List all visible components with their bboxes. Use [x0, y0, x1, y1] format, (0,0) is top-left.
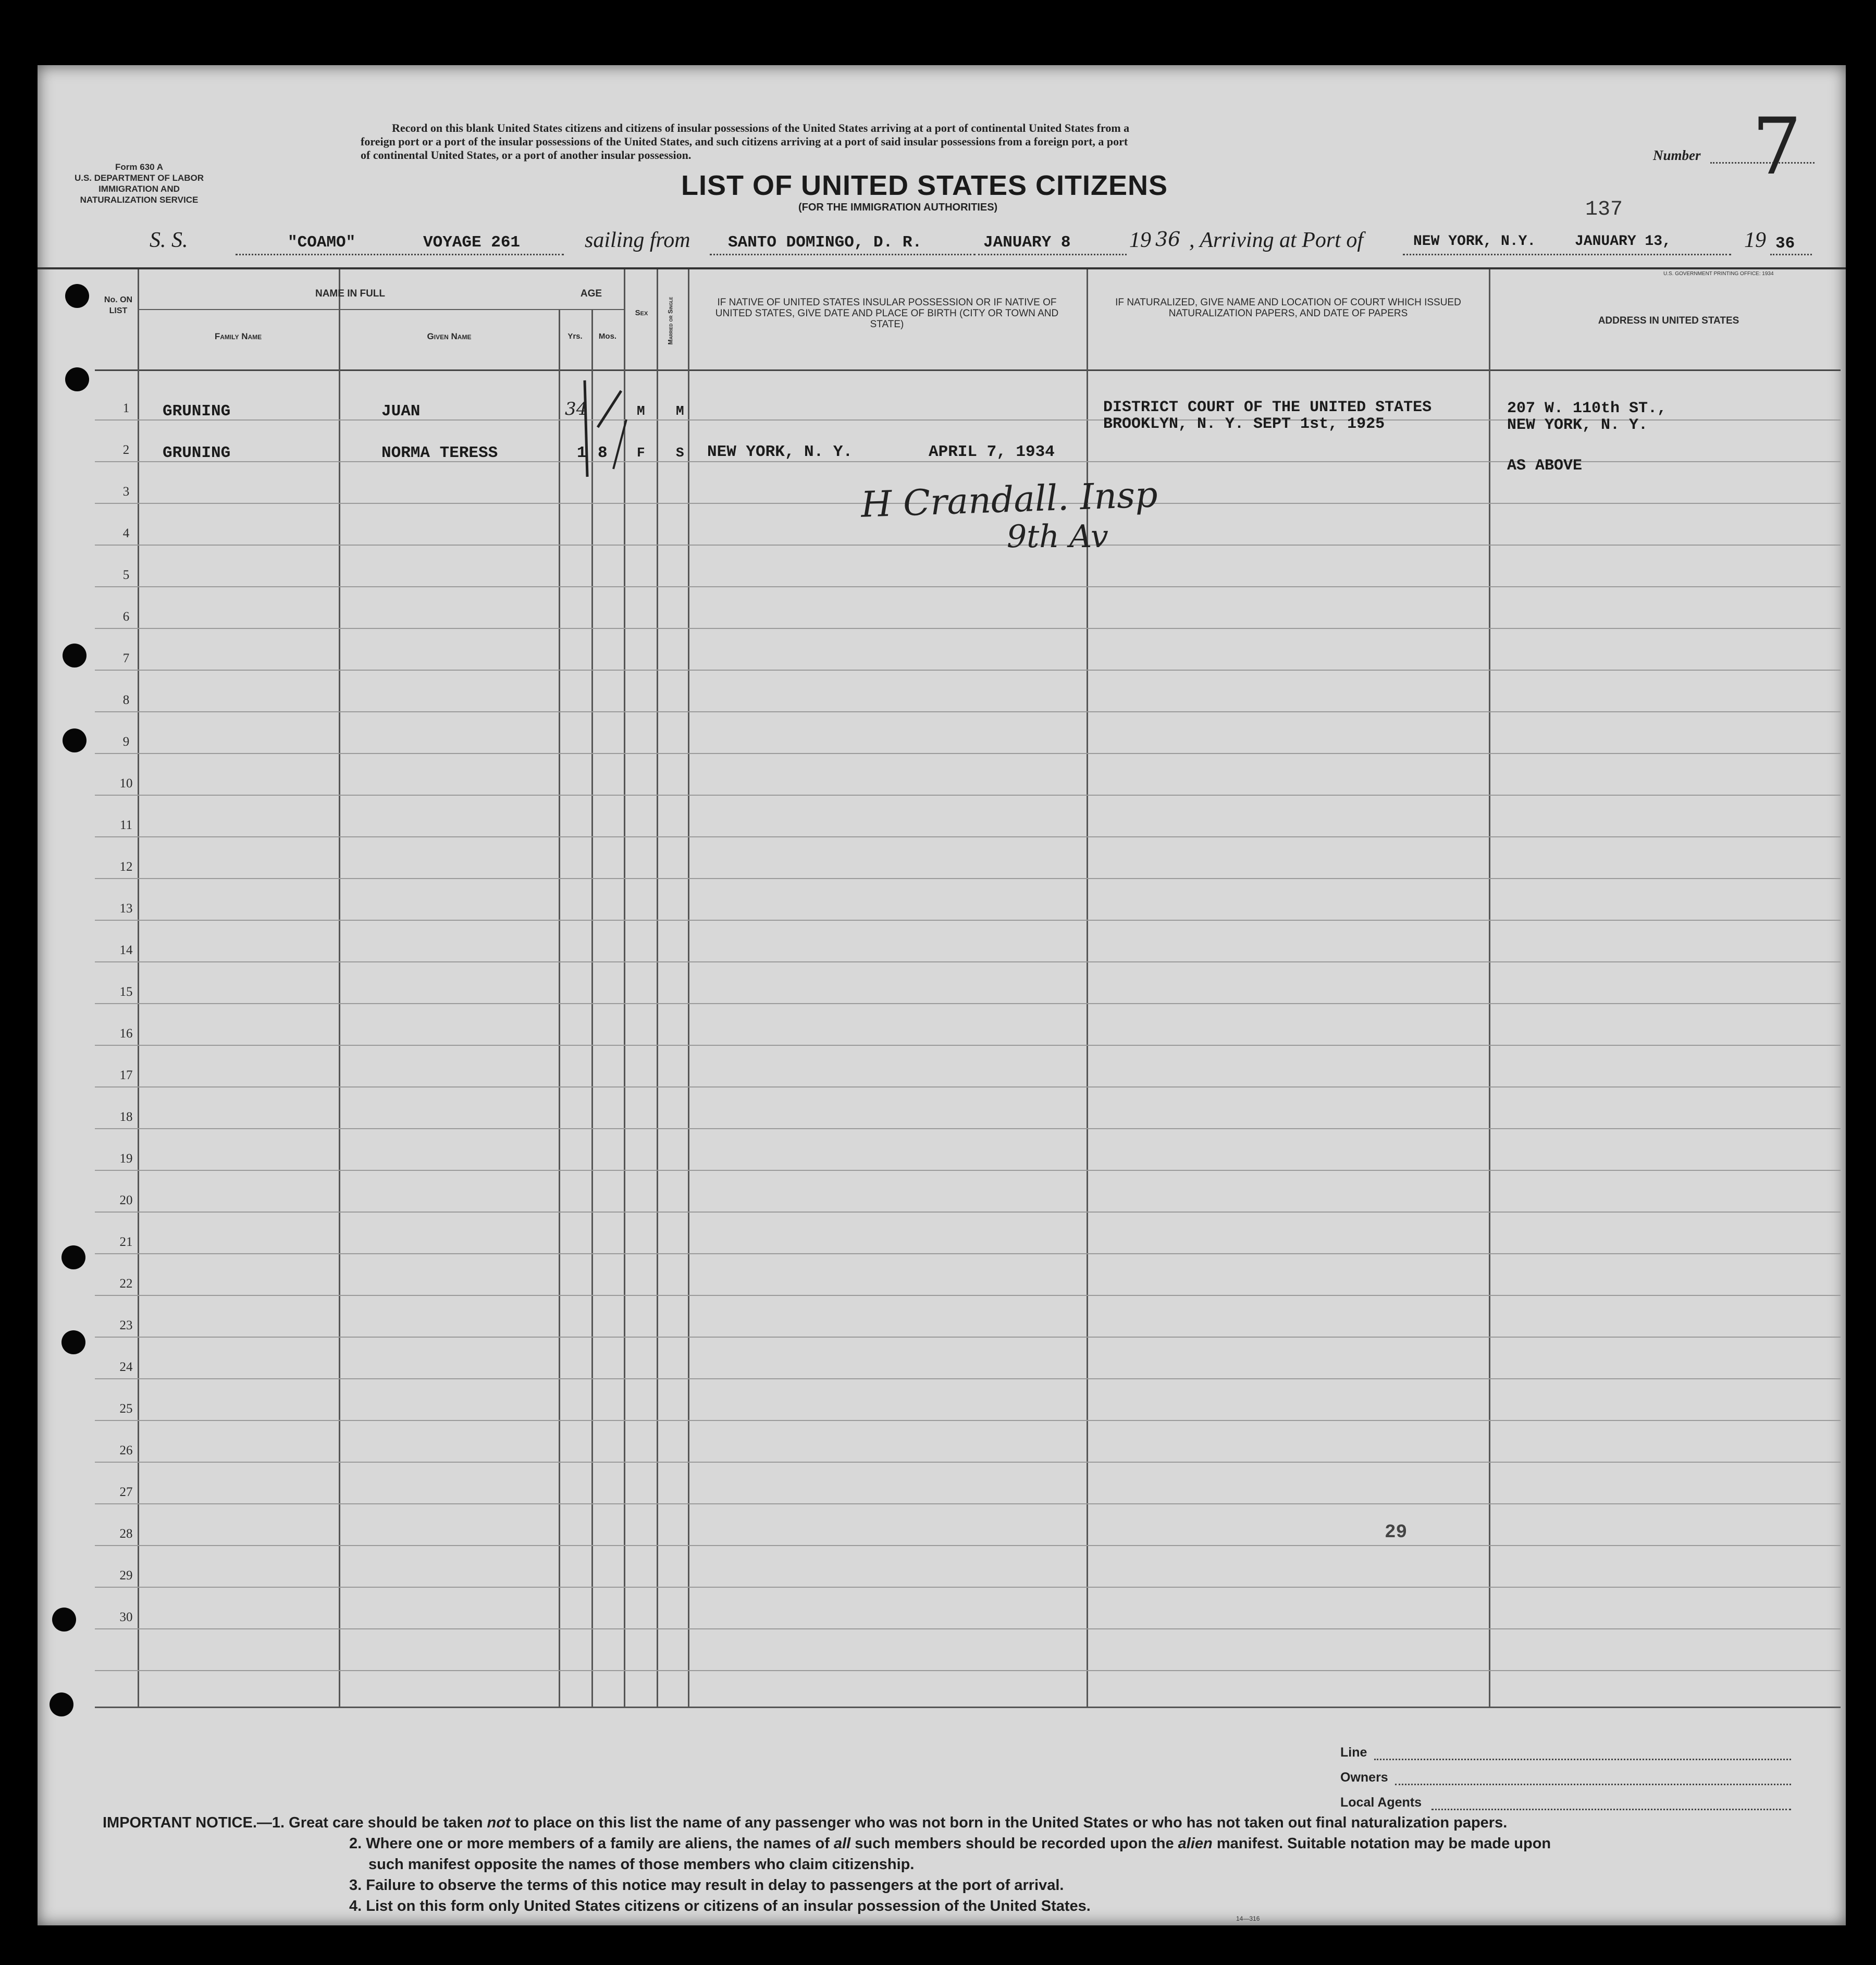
- address-line-1: 207 W. 110th ST.,: [1507, 400, 1667, 417]
- ship-name: "COAMO": [288, 233, 356, 252]
- row-line: [95, 1378, 1841, 1379]
- birth-place: NEW YORK, N. Y.: [707, 443, 853, 461]
- col-divider-family: [339, 269, 340, 1708]
- address-line-2: NEW YORK, N. Y.: [1507, 416, 1648, 434]
- col-name-in-full: NAME IN FULL: [315, 288, 386, 299]
- age-subheader-line: [559, 309, 624, 310]
- binder-hole: [63, 644, 87, 668]
- row-line: [95, 1337, 1841, 1338]
- row-line: [95, 753, 1841, 754]
- binder-hole: [50, 1692, 73, 1716]
- year-2: 36: [1775, 234, 1795, 253]
- row-number: 8: [122, 693, 130, 707]
- row-line: [95, 1003, 1841, 1004]
- col-family-name: Family Name: [214, 331, 262, 341]
- arrival-date: JANUARY 13,: [1575, 233, 1671, 250]
- form-sheet: [38, 65, 1846, 1925]
- row-line: [95, 836, 1841, 837]
- printer-mark: U.S. GOVERNMENT PRINTING OFFICE: 1934: [1663, 271, 1774, 277]
- col-no-on-list: No. ON LIST: [104, 295, 133, 315]
- row-number: 25: [119, 1402, 133, 1416]
- row-number: 21: [119, 1235, 133, 1249]
- signature-notation: 9th Av: [1007, 518, 1108, 555]
- col-divider-naturalized: [1489, 269, 1490, 1708]
- row-line: [95, 1045, 1841, 1046]
- row-number: 14: [119, 943, 133, 957]
- notice-2-emph: all: [833, 1835, 851, 1852]
- court-line-1: DISTRICT COURT OF THE UNITED STATES: [1103, 399, 1432, 416]
- notice-2-num: 2.: [349, 1835, 362, 1852]
- col-yrs: Yrs.: [567, 332, 583, 341]
- row-line: [95, 1545, 1841, 1546]
- service-line-2: NATURALIZATION SERVICE: [80, 195, 199, 205]
- notice-1-emph: not: [487, 1814, 511, 1831]
- row-number: 13: [119, 901, 133, 916]
- row-line: [95, 1212, 1841, 1213]
- row-line: [95, 961, 1841, 962]
- col-address: ADDRESS IN UNITED STATES: [1598, 315, 1739, 326]
- row-number: 22: [119, 1277, 133, 1291]
- row-line: [95, 920, 1841, 921]
- voyage-number: VOYAGE 261: [423, 233, 521, 252]
- row-line: [95, 795, 1841, 796]
- notice-2-end: manifest. Suitable notation may be made upon: [1216, 1835, 1551, 1852]
- col-divider-ms: [688, 269, 689, 1708]
- col-divider-given: [559, 309, 560, 1708]
- court-line-2: BROOKLYN, N. Y. SEPT 1st, 1925: [1103, 415, 1385, 433]
- line-field: [1374, 1759, 1791, 1760]
- agents-field: [1431, 1809, 1791, 1810]
- notice-item-3: 3. Failure to observe the terms of this notice may result in delay to passengers at the port of arrival.: [349, 1877, 1064, 1894]
- binder-hole: [52, 1608, 76, 1632]
- col-divider-mos: [624, 269, 625, 1708]
- row-number: 1: [122, 401, 130, 415]
- inspector-signature: H Crandall. Insp: [860, 474, 1158, 526]
- col-divider-yrs: [591, 309, 593, 1708]
- arrival-line: [1403, 254, 1731, 255]
- department: U.S. DEPARTMENT OF LABOR: [74, 173, 204, 183]
- row-number: 29: [119, 1568, 133, 1583]
- row-line: [95, 1295, 1841, 1296]
- page-subtitle: (FOR THE IMMIGRATION AUTHORITIES): [798, 202, 998, 213]
- record-note-line-3: of continental United States, or a port of another insular possession.: [361, 149, 692, 162]
- arriving-label: , Arriving at Port of: [1189, 228, 1364, 252]
- col-given-name: Given Name: [427, 331, 472, 341]
- row-line: [95, 1253, 1841, 1254]
- row-number: 28: [119, 1527, 133, 1541]
- col-married-single: Married or Single: [667, 296, 674, 345]
- important-notice: [103, 1812, 1551, 1917]
- row-line: [95, 1628, 1841, 1629]
- col-divider-sex: [657, 269, 658, 1708]
- row-number: 23: [119, 1318, 133, 1332]
- from-line: [710, 254, 976, 255]
- row-number: 16: [119, 1027, 133, 1041]
- stamp-number: 137: [1585, 198, 1623, 221]
- year-prefix-2: 19: [1744, 228, 1766, 252]
- marital-status: S: [676, 445, 684, 461]
- date-line: [978, 254, 1127, 255]
- row-line: [95, 670, 1841, 671]
- notice-item-2-cont: such manifest opposite the names of those members who claim citizenship.: [368, 1856, 915, 1873]
- row-number: 24: [119, 1360, 133, 1374]
- row-line: [95, 1420, 1841, 1421]
- number-value: 7: [1752, 102, 1802, 192]
- family-name: GRUNING: [163, 402, 231, 421]
- row-number: 11: [119, 818, 133, 832]
- row-line: [95, 628, 1841, 629]
- sex: M: [637, 403, 645, 419]
- year-prefix-1: 19: [1129, 228, 1151, 252]
- departure-port: SANTO DOMINGO, D. R.: [728, 233, 922, 252]
- col-mos: Mos.: [598, 332, 617, 341]
- row-number: 17: [119, 1068, 133, 1082]
- print-code: 14—316: [1236, 1915, 1260, 1922]
- row-number: 18: [119, 1110, 133, 1124]
- col-age: AGE: [580, 288, 602, 299]
- notice-1-text: Great care should be taken: [289, 1814, 483, 1831]
- binder-hole: [63, 728, 87, 752]
- departure-date: JANUARY 8: [983, 233, 1071, 252]
- row-line: [95, 1503, 1841, 1504]
- birth-date: APRIL 7, 1934: [929, 443, 1055, 461]
- year-1: 36: [1155, 228, 1181, 251]
- row-number: 6: [122, 610, 130, 624]
- check-marks: [548, 378, 652, 482]
- marital-status: M: [676, 403, 684, 419]
- row-number: 15: [119, 985, 133, 999]
- age-years: 1: [577, 444, 587, 462]
- age-months: 8: [598, 444, 608, 462]
- page-title: LIST OF UNITED STATES CITIZENS: [681, 170, 1168, 201]
- row-line: [95, 1086, 1841, 1087]
- row-line: [95, 1170, 1841, 1171]
- owners-field: [1395, 1784, 1791, 1785]
- notice-1-rest: to place on this list the name of any passenger who was not born in the United States or who has not taken out final naturalization papers.: [514, 1814, 1508, 1831]
- stamp-29: 29: [1385, 1522, 1408, 1543]
- col-sex: Sex: [635, 308, 648, 317]
- row-number: 19: [119, 1152, 133, 1166]
- given-name: JUAN: [381, 402, 421, 421]
- row-number: 30: [119, 1610, 133, 1624]
- record-note: [361, 121, 1129, 162]
- table-top-border: [38, 267, 1846, 269]
- notice-heading: IMPORTANT NOTICE.—1.: [103, 1814, 285, 1831]
- row-number: 10: [119, 776, 133, 790]
- given-name: NORMA TERESS: [381, 444, 498, 462]
- row-number: 12: [119, 860, 133, 874]
- header-bottom-border: [95, 369, 1841, 371]
- row-line: [95, 711, 1841, 712]
- address-line-1: AS ABOVE: [1507, 457, 1583, 475]
- ss-label: S. S.: [150, 228, 188, 252]
- row-line: [95, 1128, 1841, 1129]
- row-number: 2: [122, 443, 130, 457]
- line-label: Line: [1340, 1745, 1367, 1760]
- service-line-1: IMMIGRATION AND: [98, 184, 180, 194]
- age-years: 34: [565, 399, 588, 419]
- sailing-label: sailing from: [585, 228, 690, 252]
- row-number: 7: [122, 651, 130, 665]
- row-line: [95, 1587, 1841, 1588]
- notice-item-4: 4. List on this form only United States citizens or citizens of an insular possession of the United States.: [349, 1898, 1091, 1914]
- notice-2-text: Where one or more members of a family are aliens, the names of: [366, 1835, 830, 1852]
- row-number: 27: [119, 1485, 133, 1499]
- record-note-line-1: Record on this blank United States citizens and citizens of insular possessions of the United States arriving at a port of continental United States from a: [392, 121, 1130, 134]
- row-line: [95, 586, 1841, 587]
- binder-hole: [65, 284, 89, 308]
- arrival-port: NEW YORK, N.Y.: [1413, 233, 1536, 250]
- notice-2-emph-2: alien: [1178, 1835, 1213, 1852]
- row-number: 26: [119, 1443, 133, 1457]
- sex: F: [637, 445, 645, 461]
- row-number: 3: [122, 485, 130, 499]
- agents-label: Local Agents: [1340, 1795, 1422, 1810]
- col-naturalized: IF NATURALIZED, GIVE NAME AND LOCATION OF COURT WHICH ISSUED NATURALIZATION PAPERS, AND DATE OF PAPERS: [1115, 297, 1461, 319]
- row-number: 20: [119, 1193, 133, 1207]
- binder-hole: [61, 1330, 85, 1354]
- binder-hole: [61, 1245, 85, 1269]
- row-number: 4: [122, 526, 130, 540]
- row-line: [95, 878, 1841, 879]
- form-number: Form 630 A: [115, 162, 163, 172]
- notice-item-2: [103, 1833, 1551, 1854]
- row-line: [95, 1462, 1841, 1463]
- family-name: GRUNING: [163, 444, 231, 462]
- owners-label: Owners: [1340, 1770, 1388, 1785]
- notice-item-1: [103, 1812, 1551, 1833]
- year-line: [1770, 254, 1812, 255]
- row-line: [95, 545, 1841, 546]
- row-line: [95, 1670, 1841, 1671]
- form-id-block: [74, 162, 204, 205]
- row-number: 5: [122, 568, 130, 582]
- name-subheader-line: [138, 309, 559, 310]
- number-label: Number: [1653, 147, 1701, 163]
- row-number: 9: [122, 735, 130, 749]
- col-birth: IF NATIVE OF UNITED STATES INSULAR POSSESSION OR IF NATIVE OF UNITED STATES, GIVE DATE AND PLACE OF BIRTH (CITY OR TOWN AND STATE): [715, 297, 1059, 330]
- table-bottom-border: [95, 1707, 1841, 1708]
- binder-hole: [65, 367, 89, 391]
- notice-2-mid: such members should be recorded upon the: [855, 1835, 1174, 1852]
- ship-line: [236, 254, 564, 255]
- record-note-line-2: foreign port or a port of the insular possessions of the United States, and such citizens arriving at a port of said insular possessions from a foreign port, a port: [361, 135, 1128, 148]
